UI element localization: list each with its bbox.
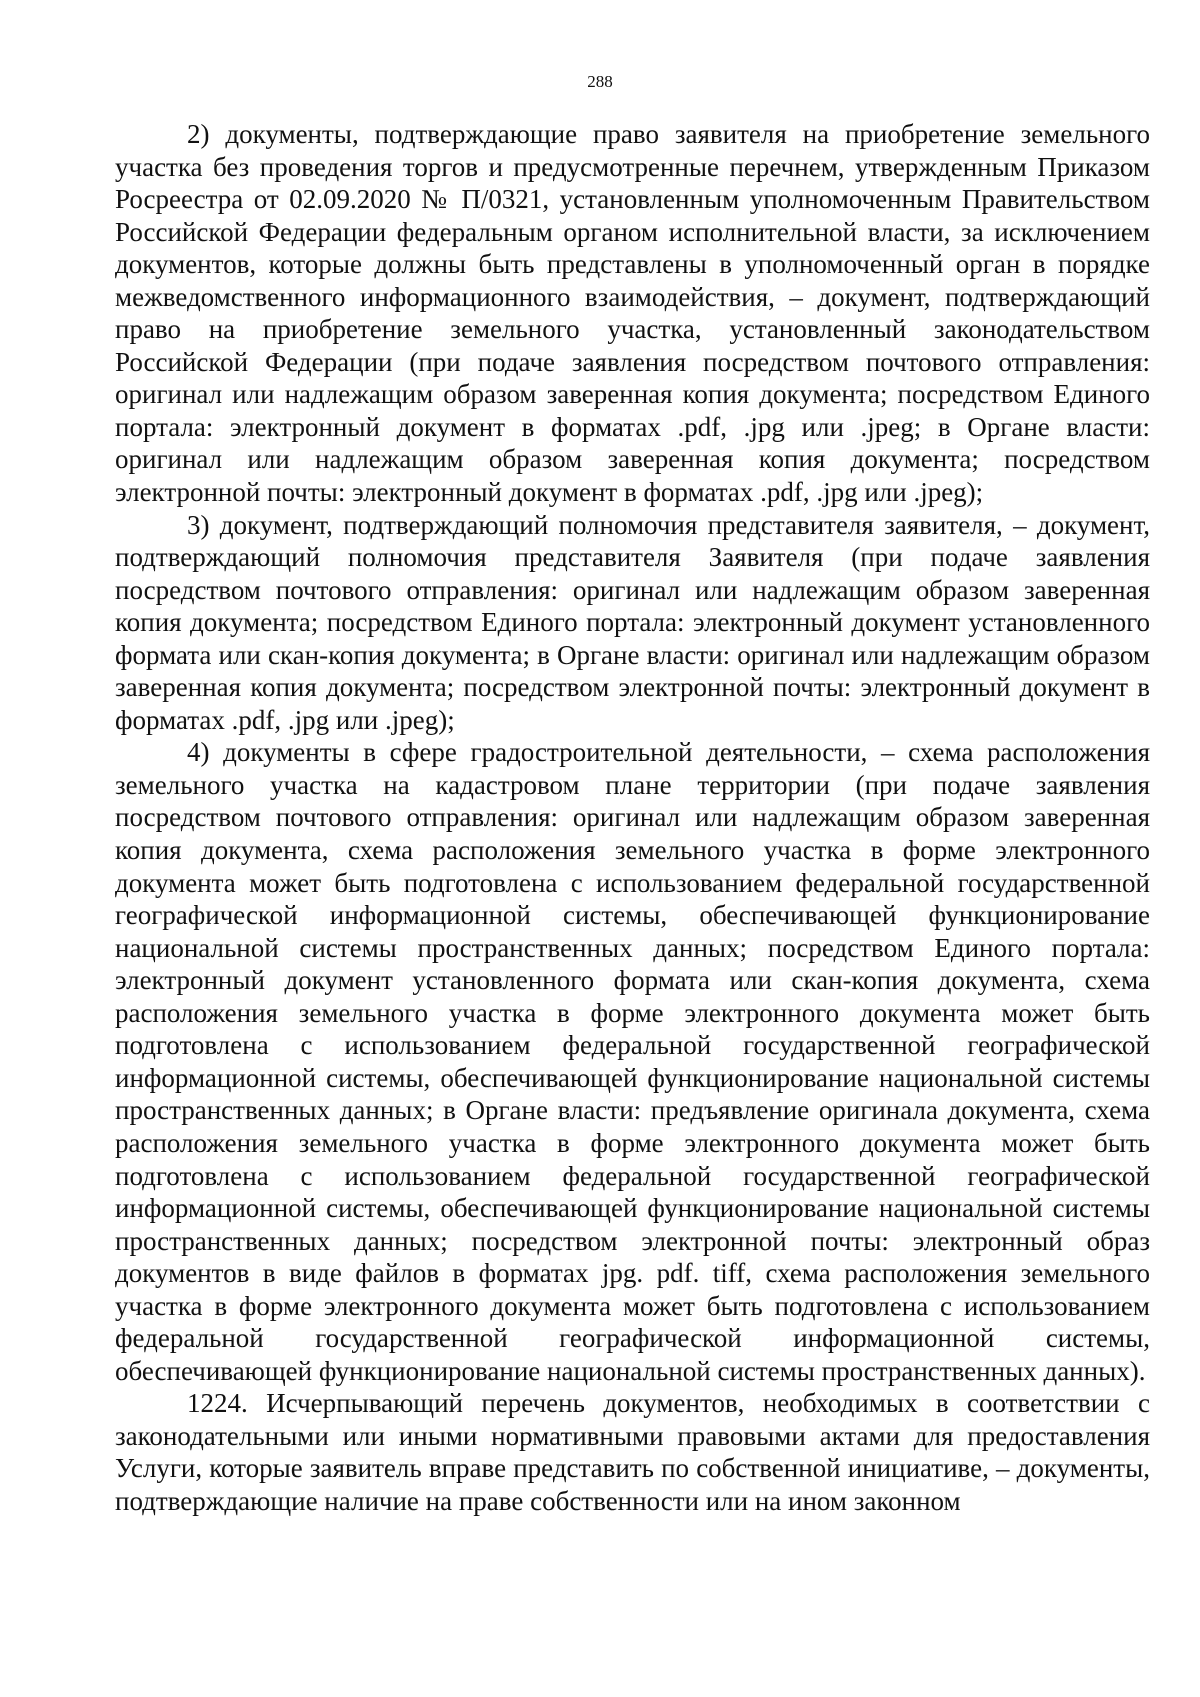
paragraph-item-3: 3) документ, подтверждающий полномочия представителя заявителя, – документ, подтверждающий полномочия представителя Заявителя (при подаче заявления посредством почтового отправления: оригинал или надлежащим образом заверенная копия документа; посредством Единого портала: электронный документ установленного формата или скан-копия документа; в Органе власти: оригинал или надлежащим образом заверенная копия документа; посредством электронной почты: электронный документ в форматах .pdf, .jpg или .jpeg); [115,509,1150,735]
page-number: 288 [587,72,613,91]
paragraph-item-2: 2) документы, подтверждающие право заявителя на приобретение земельного участка без проведения торгов и предусмотренные перечнем, утвержденным Приказом Росреестра от 02.09.2020 № П/0321, установленным уполномоченным Правительством Российской Федерации федеральным органом исполнительной власти, за исключением документов, которые должны быть представлены в уполномоченный орган в порядке межведомственного информационного взаимодействия, – документ, подтверждающий право на приобретение земельного участка, установленный законодательством Российской Федерации (при подаче заявления посредством почтового отправления: оригинал или надлежащим образом заверенная копия документа; посредством Единого портала: электронный документ в форматах .pdf, .jpg или .jpeg; в Органе власти: оригинал или надлежащим образом заверенная копия документа; посредством электронной почты: электронный документ в форматах .pdf, .jpg или .jpeg); [115,119,1150,508]
document-body [115,118,1150,1518]
paragraph-clause-1224: 1224. Исчерпывающий перечень документов, необходимых в соответствии с законодательными или иными нормативными правовыми актами для предоставления Услуги, которые заявитель вправе представить по собственной инициативе, – документы, подтверждающие наличие на праве собственности или на ином законном [115,1388,1150,1516]
paragraph-item-4: 4) документы в сфере градостроительной деятельности, – схема расположения земельного участка на кадастровом плане территории (при подаче заявления посредством почтового отправления: оригинал или надлежащим образом заверенная копия документа, схема расположения земельного участка в форме электронного документа может быть подготовлена с использованием федеральной государственной географической информационной системы, обеспечивающей функционирование национальной системы пространственных данных; посредством Единого портала: электронный документ установленного формата или скан-копия документа, схема расположения земельного участка в форме электронного документа может быть подготовлена с использованием федеральной государственной географической информационной системы, обеспечивающей функционирование национальной системы пространственных данных; в Органе власти: предъявление оригинала документа, схема расположения земельного участка в форме электронного документа может быть подготовлена с использованием федеральной государственной географической информационной системы, обеспечивающей функционирование национальной системы пространственных данных; посредством электронной почты: электронный образ документов в виде файлов в форматах jpg. pdf. tiff, схема расположения земельного участка в форме электронного документа может быть подготовлена с использованием федеральной государственной географической информационной системы, обеспечивающей функционирование национальной системы пространственных данных). [115,737,1150,1386]
